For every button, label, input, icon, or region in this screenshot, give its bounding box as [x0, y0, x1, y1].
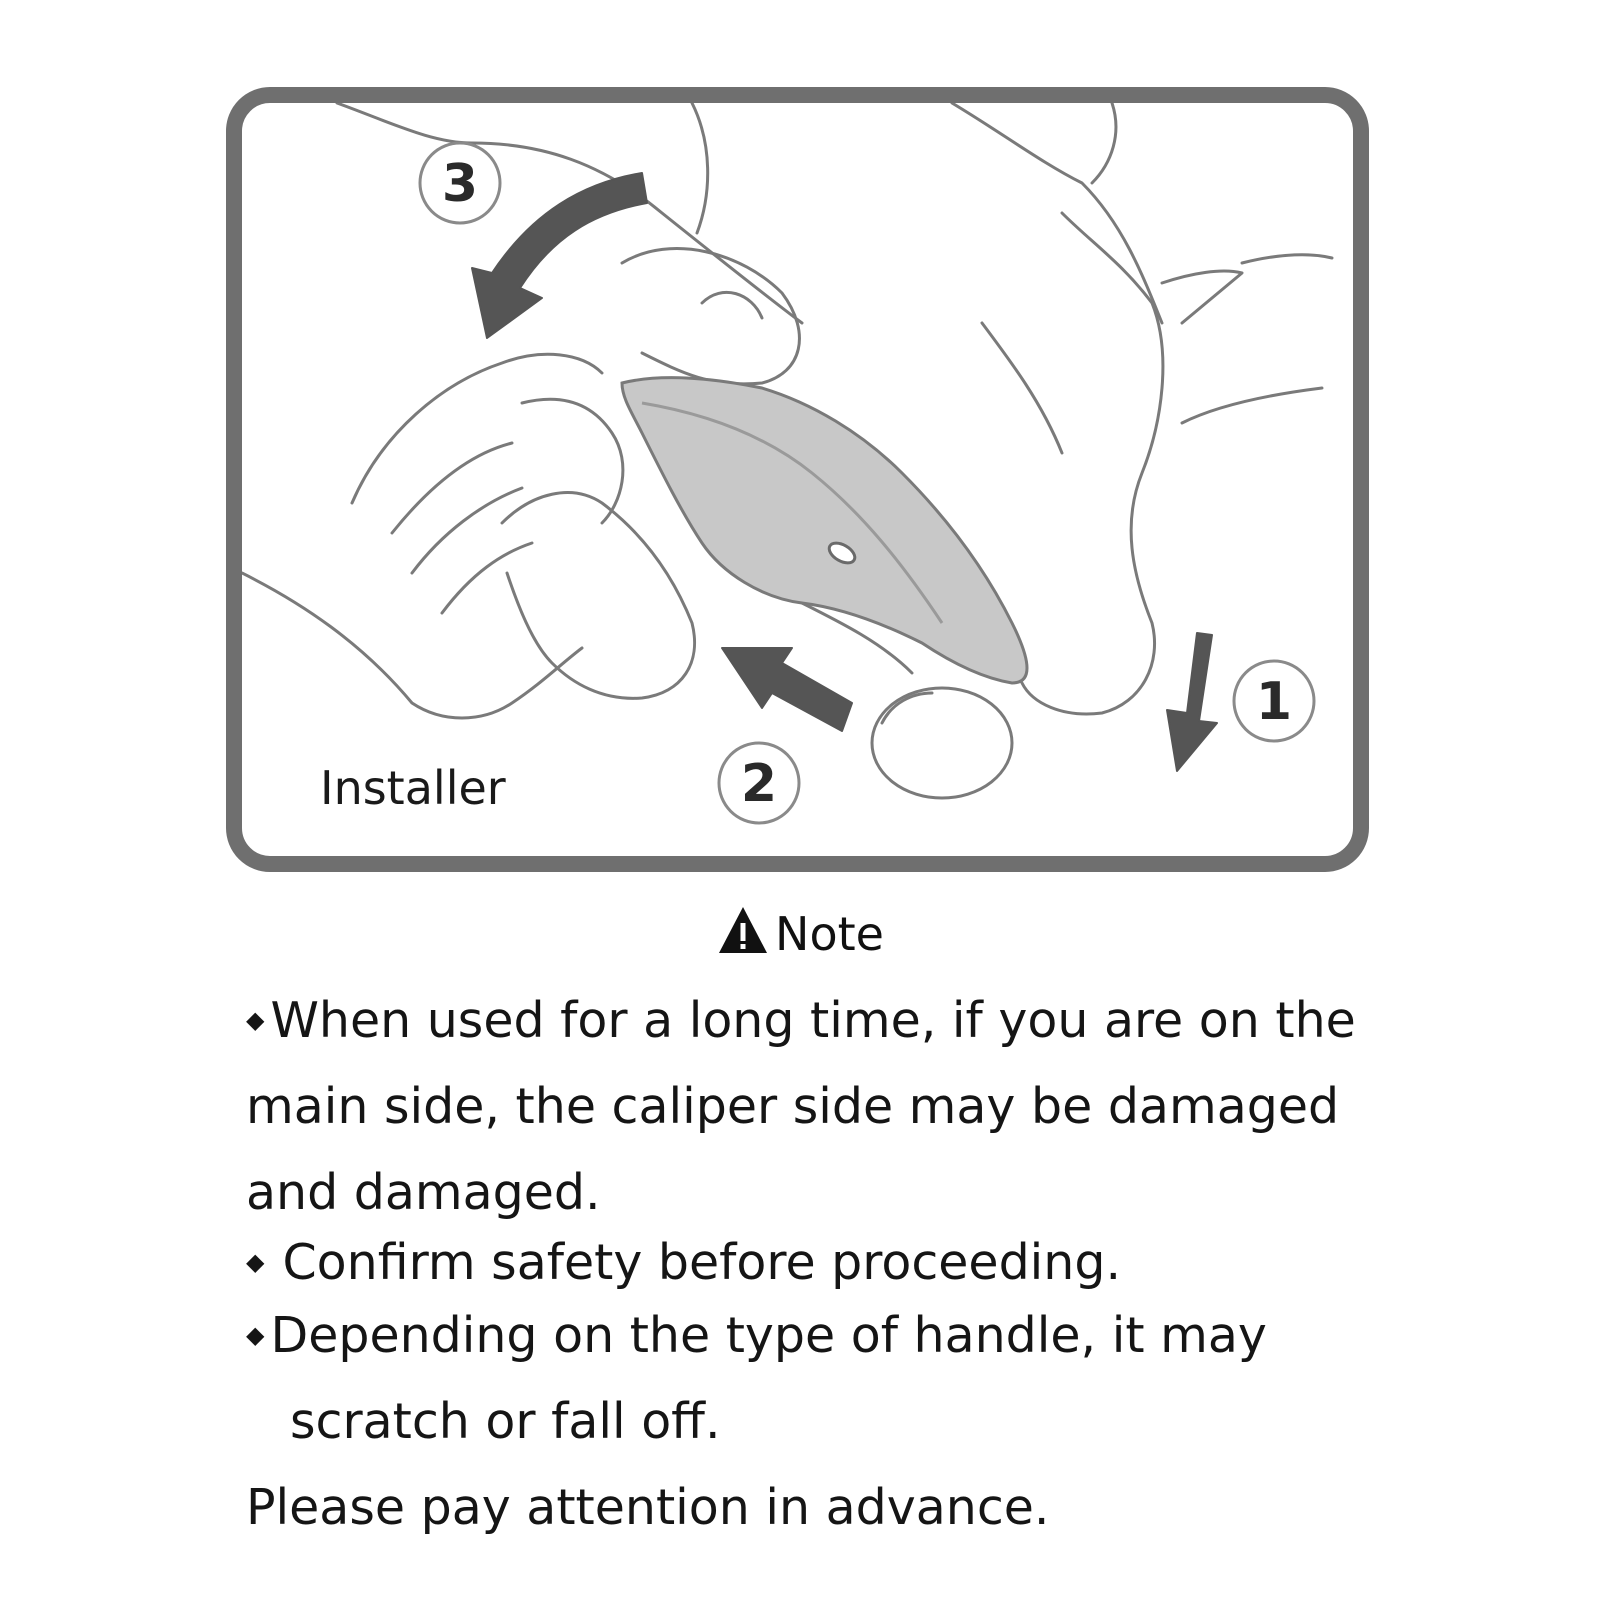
note-line [290, 1392, 721, 1452]
note-line [246, 1077, 1339, 1137]
note-line [246, 1478, 1050, 1538]
note-heading [0, 904, 1601, 962]
note-bullet-2-line-1: Confirm safety before proceeding. [282, 1234, 1122, 1291]
note-line [246, 1163, 601, 1223]
note-heading-text: Note [775, 907, 884, 961]
step-3-number: 3 [441, 154, 479, 214]
note-line [246, 990, 1356, 1051]
warning-triangle-icon [717, 904, 769, 956]
hands-installing-tool-drawing [242, 103, 1353, 856]
note-bullet-1-line-1: When used for a long time, if you are on the [270, 992, 1356, 1049]
step-2-number: 2 [740, 754, 778, 814]
note-closing: Please pay attention in advance. [246, 1479, 1050, 1536]
step-1-number: 1 [1255, 672, 1293, 732]
note-bullet-3-line-1: Depending on the type of handle, it may [270, 1307, 1267, 1364]
diamond-bullet-icon: ◆ [246, 1006, 265, 1034]
diamond-bullet-icon: ◆ [246, 1248, 265, 1276]
note-bullet-3-line-2: scratch or fall off. [290, 1393, 721, 1450]
note-bullet-1-line-3: and damaged. [246, 1164, 601, 1221]
note-line [246, 1232, 1121, 1293]
note-bullet-1-line-2: main side, the caliper side may be damaged [246, 1078, 1340, 1135]
note-line [246, 1305, 1267, 1366]
diamond-bullet-icon: ◆ [246, 1321, 265, 1349]
installation-illustration [226, 87, 1369, 872]
installer-label: Installer [320, 761, 506, 815]
